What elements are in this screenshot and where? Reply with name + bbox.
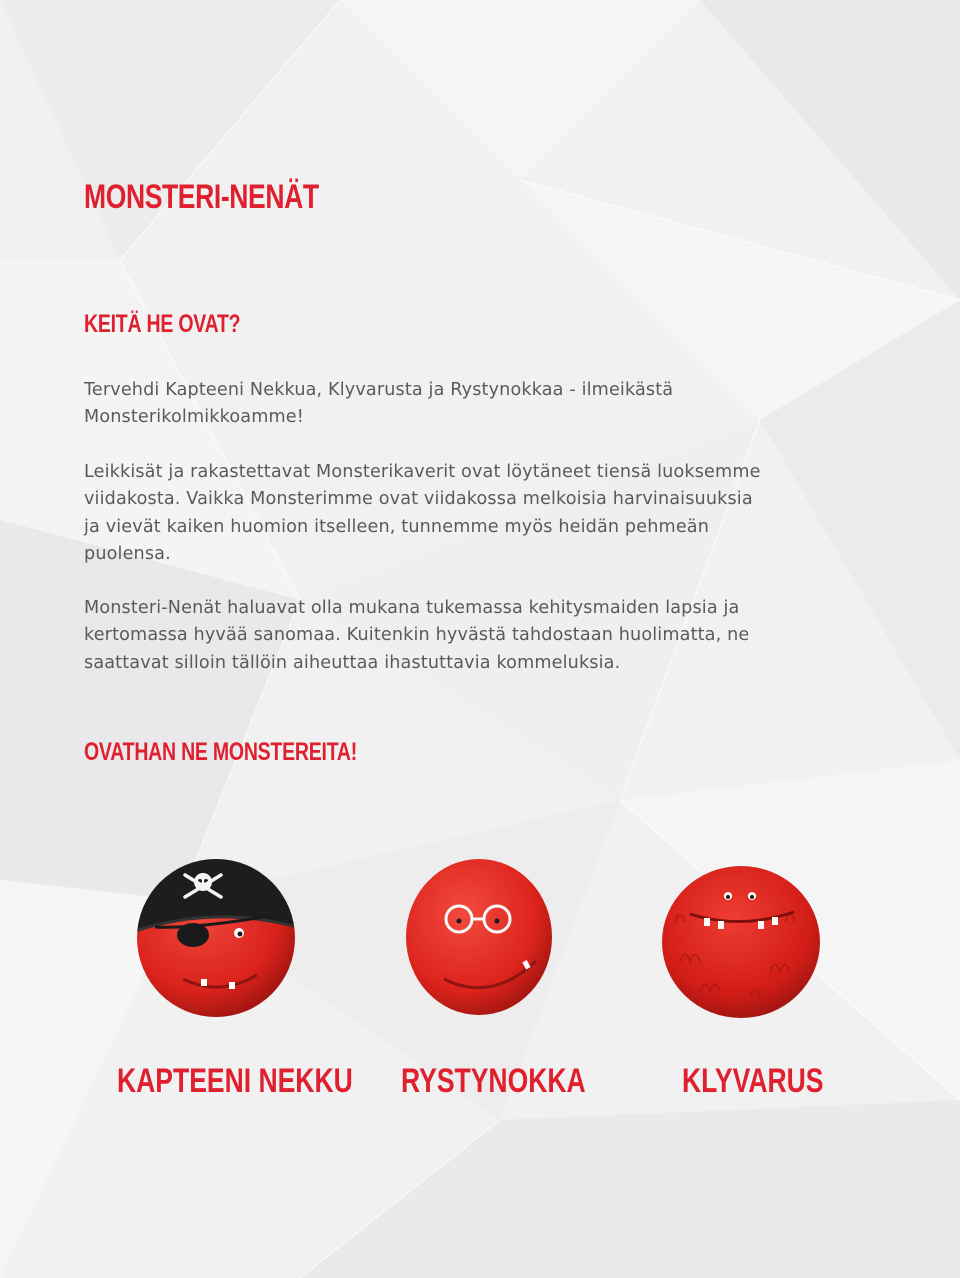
page-title: MONSTERI-NENÄT	[84, 178, 319, 216]
pirate-nose-icon	[135, 857, 297, 1019]
mission-paragraph: Monsteri-Nenät haluavat olla mukana tukemassa kehitysmaiden lapsia ja kertomassa hyvää sanomaa. Kuitenkin hyvästä tahdostaan huolimatta, ne saattavat silloin tällöin aiheuttaa ihastuttavia kommeluksia.	[84, 598, 750, 673]
section-heading-monsters: OVATHAN NE MONSTEREITA!	[84, 738, 358, 766]
glasses-nose-icon	[404, 857, 554, 1017]
nose-name-klyvarus: KLYVARUS	[682, 1062, 824, 1100]
nose-name-rystynokka: RYSTYNOKKA	[401, 1062, 586, 1100]
description-paragraph: Leikkisät ja rakastettavat Monsterikaverit ovat löytäneet tiensä luoksemme viidakosta. Vaikka Monsterimme ovat viidakossa melkoisia harvinaisuuksia ja vievät kaiken huomion itselleen, tunnemme myös heidän pehmeän puolensa.	[84, 462, 761, 564]
intro-paragraph: Tervehdi Kapteeni Nekkua, Klyvarusta ja Rystynokkaa - ilmeikästä Monsterikolmikkoamme!	[84, 380, 674, 428]
section-heading-who: KEITÄ HE OVAT?	[84, 310, 241, 338]
furry-nose-icon	[660, 862, 822, 1020]
nose-name-kapteeni-nekku: KAPTEENI NEKKU	[117, 1062, 353, 1100]
